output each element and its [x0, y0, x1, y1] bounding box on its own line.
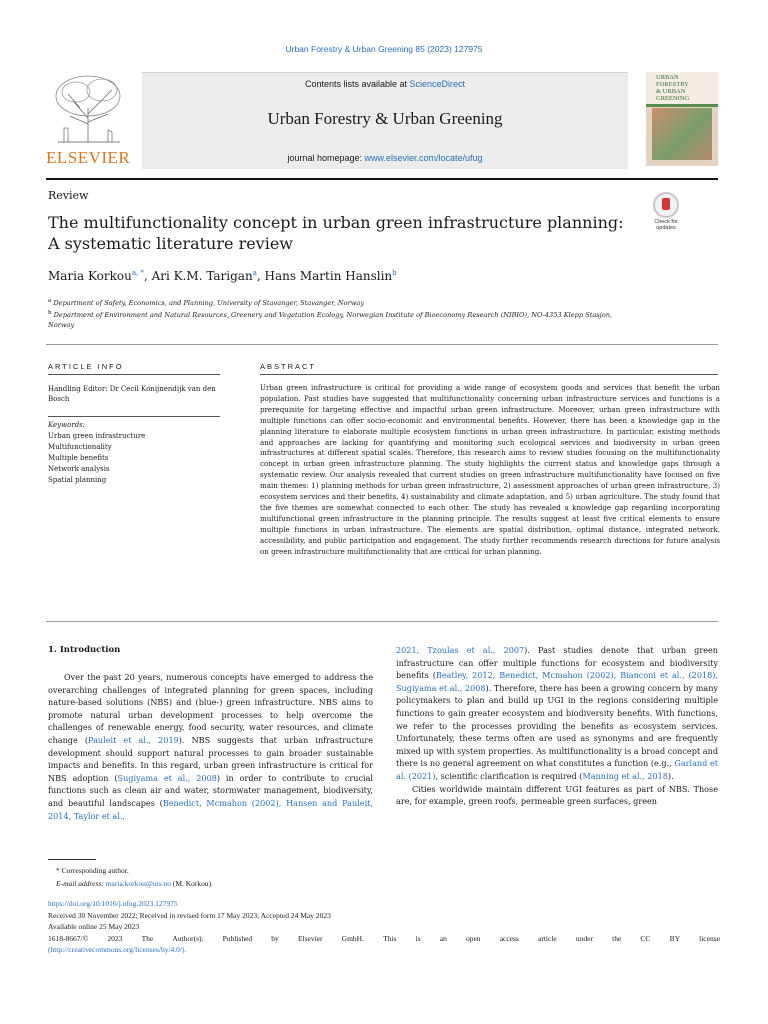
info-divider — [48, 416, 220, 417]
citation-link[interactable]: Pauleit et al., 2019 — [88, 734, 179, 745]
contents-line — [142, 79, 628, 89]
citation-link[interactable]: Sugiyama et al., 2008 — [117, 772, 217, 783]
header-divider — [46, 178, 718, 180]
cover-line: & URBAN — [656, 88, 686, 95]
citation-link[interactable]: Manning et al., 2018 — [582, 770, 668, 781]
author-name[interactable]: Hans Martin Hanslin — [264, 269, 393, 283]
author-affiliation-mark[interactable]: b — [392, 269, 397, 277]
homepage-line — [142, 153, 628, 163]
keyword: Network analysis — [48, 464, 110, 473]
cover-image — [652, 108, 712, 160]
corresponding-text: Corresponding author. — [61, 866, 129, 875]
cover-line: GREENING — [656, 95, 690, 102]
affiliation — [48, 308, 638, 330]
doi-link[interactable]: https://doi.org/10.1016/j.ufug.2023.127975 — [48, 899, 178, 908]
keywords-title: Keywords: — [48, 421, 86, 429]
citation-link[interactable]: 2021, Tzoulas et al., 2007 — [396, 645, 525, 655]
elsevier-tree-icon — [50, 72, 126, 144]
body-text: ). Past studies denote that urban green infrastructure can offer multiple functions for ecosystem and biodiversity benefits ( — [396, 645, 718, 681]
license-word: is — [415, 933, 421, 943]
license-word: an — [439, 933, 447, 943]
elsevier-logo[interactable] — [46, 72, 130, 168]
body-text: Over the past 20 years, numerous concepts have emerged to address the overarching challenges of integrated planning for green spaces, including nature-based solutions (NBS) and (blue-) green infrastructure. NBS aims to promote natural urban development processes to help overcome the challenges of renewable energy, food security, water resources, and climate change ( — [48, 672, 373, 745]
footnote — [56, 864, 213, 890]
body-text: ). NBS suggests that urban infrastructure development should support natural processes to gain broader sustainable impacts and benefits. In this regard, urban green infrastructure is critical for NBS adoption ( — [48, 734, 373, 783]
license-word: The — [141, 933, 154, 943]
introduction-heading: 1. Introduction — [48, 645, 121, 655]
body-text: , scientific clarification is required ( — [435, 770, 583, 781]
footnote-divider — [48, 859, 96, 860]
abstract-heading: ABSTRACT — [260, 362, 317, 371]
corresponding-author-note: * Corresponding author. — [56, 866, 129, 875]
license-word: under — [575, 933, 593, 943]
license-word: 2023 — [107, 933, 123, 943]
license-word: access — [499, 933, 519, 943]
sciencedirect-link[interactable]: ScienceDirect — [409, 79, 466, 89]
article-title: The multifunctionality concept in urban green infrastructure planning: A systematic literature review — [48, 213, 624, 253]
journal-title: Urban Forestry & Urban Greening — [267, 109, 503, 128]
intro-column-right — [396, 644, 718, 808]
received-dates: Received 30 November 2022; Received in revised form 17 May 2023; Accepted 24 May 2023 — [48, 910, 331, 920]
keyword: Multifunctionality — [48, 442, 112, 451]
publication-metadata — [48, 898, 720, 956]
journal-header — [142, 72, 628, 169]
affiliation-mark: a — [48, 298, 52, 304]
license-word: 1618-8667/© — [48, 933, 89, 943]
license-word: BY — [669, 933, 680, 943]
journal-homepage-link[interactable]: www.elsevier.com/locate/ufug — [364, 153, 483, 163]
affiliation-text: Department of Safety, Economics, and Planning, University of Stavanger, Stavanger, Norway — [53, 299, 365, 308]
license-word: Elsevier — [297, 933, 323, 943]
journal-citation[interactable]: Urban Forestry & Urban Greening 85 (2023) 127975 — [285, 44, 483, 54]
email-link[interactable]: maria.korkou@uis.no — [105, 879, 171, 888]
license-word: the — [612, 933, 622, 943]
citation-link[interactable]: Beatley, 2012, Benedict, Mcmahon (2002), Bianconi et al., (2018), Sugiyama et al., 2008 — [396, 670, 719, 693]
affiliation-mark: b — [48, 310, 52, 317]
article-info-heading: ARTICLE INFO — [48, 362, 124, 371]
keyword: Spatial planning — [48, 475, 107, 484]
cover-line: URBAN — [656, 74, 679, 81]
available-online: Available online 25 May 2023 — [48, 922, 140, 932]
license-word: license — [699, 933, 720, 943]
body-text: ). Therefore, there has been a growing concern by many policymakers to plan and build up UGI in the regions considering multiple functions to gain greater ecosystem and biodiversity benefits. With functions, we refer to the processes providing the benefits as ecosystem services. Unfortunately, these terms often are used as synonyms and are frequently mixed up with system properties. As multifunctionality is a broad concept and there is no general agreement on what constitutes a function (e.g., — [396, 682, 718, 769]
contents-prefix: Contents lists available at — [304, 79, 410, 89]
intro-column-left — [48, 671, 373, 822]
abstract-divider — [260, 374, 718, 375]
body-text: ). — [667, 770, 674, 781]
keywords — [48, 420, 224, 485]
license-word: CC — [640, 933, 651, 943]
journal-cover[interactable] — [646, 72, 718, 166]
section-divider — [46, 621, 718, 622]
affiliation — [48, 296, 638, 308]
section-divider — [46, 344, 718, 345]
handling-editor: Handling Editor: Dr Cecil Konijnendijk van den Bosch — [48, 385, 216, 403]
body-text: ) in order to contribute to crucial functions such as clean air and water, stormwater management, biodiversity, and beautiful landscapes ( — [48, 772, 373, 808]
license-word: This — [383, 933, 397, 943]
email-line — [56, 877, 213, 890]
check-for-updates-button[interactable] — [648, 192, 684, 232]
homepage-prefix: journal homepage: — [287, 153, 365, 163]
citation-link[interactable]: Garland et al. (2021) — [396, 758, 718, 781]
cover-line: FORESTRY — [656, 81, 689, 88]
article-type: Review — [48, 189, 89, 202]
author-name[interactable]: Maria Korkou — [48, 269, 132, 283]
author-affiliation-mark[interactable]: a, * — [131, 269, 144, 277]
license-word: Author(s). — [172, 933, 204, 943]
author-affiliation-mark[interactable]: a — [252, 269, 257, 277]
email-label: E-mail address: — [56, 879, 104, 888]
license-word: Published — [222, 933, 253, 943]
affiliations — [48, 296, 638, 330]
body-text: Cities worldwide maintain different UGI features as part of NBS. Those are, for example, green roofs, permeable green surfaces, green — [396, 783, 718, 807]
check-updates-label: Check for updates — [654, 219, 678, 231]
license-link[interactable]: (http://creativecommons.org/licenses/by/4.0/). — [48, 945, 187, 955]
license-line — [48, 933, 720, 945]
author-name[interactable]: Ari K.M. Tarigan — [151, 269, 253, 283]
license-word: article — [538, 933, 557, 943]
elsevier-wordmark: ELSEVIER — [46, 148, 131, 167]
license-word: open — [465, 933, 481, 943]
affiliation-text: Department of Environment and Natural Resources, Greenery and Vegetation Ecology, Norwegian Institute of Bioeconomy Research (NIBIO), NO-4353 Klepp Stasjon, Norway — [48, 311, 613, 330]
author-list: Maria Korkou$^{a, *}$, Ari K.M. Tarigan$^a$, Hans Martin Hanslin$^b$ — [48, 269, 397, 283]
keyword: Multiple benefits — [48, 453, 109, 462]
license-word: by — [271, 933, 279, 943]
abstract-text: Urban green infrastructure is critical for providing a wide range of ecosystem goods and services that benefit the urban population. Past studies have suggested that multifunctionality concerning urban infrastructure services and functions is a prerequisite for targeting effective and impactful urban green infrastructure. Moreover, urban green infrastructure with multiple functions can offer socio-economic and environmental benefits. However, there has been a knowledge gap in the planning literature to elaborate multiple ecosystem functions in urban green infrastructure. In particular, existing methods and approaches are lacking for quantifying and monitoring such ecological services and biodiversity in urban green infrastructures at different spatial scales. Therefore, this research aims to review studies focusing on the multifunctionality concept in urban green infrastructure planning. The study highlights the current status and knowledge gaps through a systematic review. Our analysis revealed that current studies on green infrastructure multifunctionality have focused on five main themes: 1) planning methods for urban green infrastructure, 2) assessment approaches of urban green infrastructure, 3) ecosystem services and their benefits, 4) sustainability and climate adaptation, and 5) urban agriculture. The study found that the five themes are somewhat connected to each other. The study has revealed a knowledge gap regarding incorporating multifunctional green infrastructure in the planning principle. The results suggest at least five critical elements to ensure multiple functions in urban infrastructure. The elements are spatial distribution, optimal distance, integrated network, accessibility, and public participation and engagement. The study further recommends research directions for future analysis on green infrastructure multifunctionality that are critical for urban planning. — [260, 383, 720, 556]
email-suffix: (M. Korkou). — [170, 879, 214, 888]
license-word: GmbH. — [341, 933, 364, 943]
check-updates-icon — [653, 192, 679, 218]
citation-link[interactable]: Benedict, Mcmahon (2002), Hansen and Pauleit, 2014, Taylor et al., — [48, 797, 373, 821]
keyword: Urban green infrastructure — [48, 431, 146, 440]
cover-title — [656, 74, 689, 102]
info-divider — [48, 374, 220, 375]
